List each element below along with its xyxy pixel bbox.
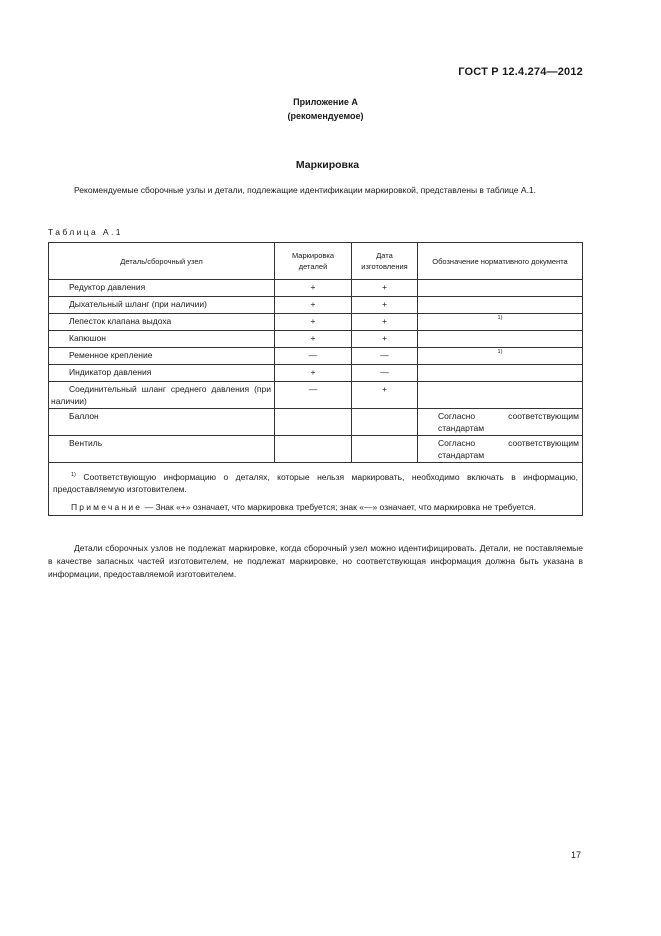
cell-standard <box>418 348 583 365</box>
cell-standard <box>418 280 583 297</box>
cell-part: Редуктор давления <box>49 280 275 297</box>
table-row <box>49 314 583 331</box>
table-row <box>49 436 583 463</box>
annex-heading <box>0 95 661 123</box>
note-label: Примечание <box>71 501 143 512</box>
cell-date <box>352 409 418 436</box>
cell-marking: + <box>275 365 352 382</box>
cell-marking: + <box>275 314 352 331</box>
cell-marking: + <box>275 280 352 297</box>
table-caption: Таблица А.1 <box>48 227 123 237</box>
cell-part: Соединительный шланг среднего давления (при наличии) <box>49 382 275 409</box>
marking-table <box>48 242 583 516</box>
annex-status: (рекомендуемое) <box>287 111 364 121</box>
cell-date: + <box>352 314 418 331</box>
header-date: Дата изготовления <box>352 243 418 280</box>
table-footer <box>49 463 583 516</box>
cell-date: + <box>352 280 418 297</box>
cell-part: Дыхательный шланг (при наличии) <box>49 297 275 314</box>
intro-paragraph: Рекомендуемые сборочные узлы и детали, подлежащие идентификации маркировкой, представлены в таблице А.1. <box>74 185 537 195</box>
table-note <box>53 501 578 513</box>
cell-standard <box>418 382 583 409</box>
cell-date <box>352 436 418 463</box>
cell-marking: — <box>275 348 352 365</box>
header-part: Деталь/сборочный узел <box>49 243 275 280</box>
document-code: ГОСТ Р 12.4.274—2012 <box>458 66 583 78</box>
cell-marking: — <box>275 382 352 409</box>
footnote-ref: 1) <box>497 315 503 321</box>
note-text: — Знак «+» означает, что маркировка требуется; знак «—» означает, что маркировка не требуется. <box>144 501 536 512</box>
footnote-mark: 1) <box>71 472 76 478</box>
section-title <box>0 159 661 171</box>
cell-date: — <box>352 348 418 365</box>
cell-part: Капюшон <box>49 331 275 348</box>
cell-standard <box>418 314 583 331</box>
cell-marking: + <box>275 297 352 314</box>
cell-part: Баллон <box>49 409 275 436</box>
table-row <box>49 280 583 297</box>
cell-standard: Согласно соответствующим стандартам <box>418 409 583 436</box>
cell-part: Лепесток клапана выдоха <box>49 314 275 331</box>
header-marking: Маркировка деталей <box>275 243 352 280</box>
cell-date: + <box>352 382 418 409</box>
table-row <box>49 365 583 382</box>
footnote-text: Соответствующую информацию о деталях, которые нельзя маркировать, необходимо включать в информацию, предоставляемую изготовителем. <box>53 471 578 494</box>
table-row <box>49 331 583 348</box>
table-header-row <box>49 243 583 280</box>
cell-date: + <box>352 297 418 314</box>
page-number: 17 <box>570 850 581 860</box>
cell-marking <box>275 409 352 436</box>
section-title-text: Маркировка <box>295 159 360 171</box>
table-footer-row <box>49 463 583 516</box>
cell-part: Ременное крепление <box>49 348 275 365</box>
cell-part: Индикатор давления <box>49 365 275 382</box>
cell-standard <box>418 331 583 348</box>
header-standard: Обозначение нормативного документа <box>418 243 583 280</box>
cell-date: + <box>352 331 418 348</box>
cell-part: Вентиль <box>49 436 275 463</box>
table-row <box>49 348 583 365</box>
cell-marking <box>275 436 352 463</box>
cell-date: — <box>352 365 418 382</box>
table-footnote <box>53 469 578 495</box>
cell-standard <box>418 297 583 314</box>
annex-title: Приложение А <box>293 97 358 107</box>
table-row <box>49 382 583 409</box>
closing-paragraph: Детали сборочных узлов не подлежат маркировке, когда сборочный узел можно идентифицировать. Детали, не поставляемые в качестве запасных частей изготовителем, не подлежат маркировке, но соответствующая информация должна быть указана в информации, предоставляемой изготовителем. <box>48 543 583 579</box>
footnote-ref: 1) <box>497 349 503 355</box>
cell-marking: + <box>275 331 352 348</box>
table-row <box>49 409 583 436</box>
cell-standard <box>418 365 583 382</box>
cell-standard: Согласно соответствующим стандартам <box>418 436 583 463</box>
table-row <box>49 297 583 314</box>
